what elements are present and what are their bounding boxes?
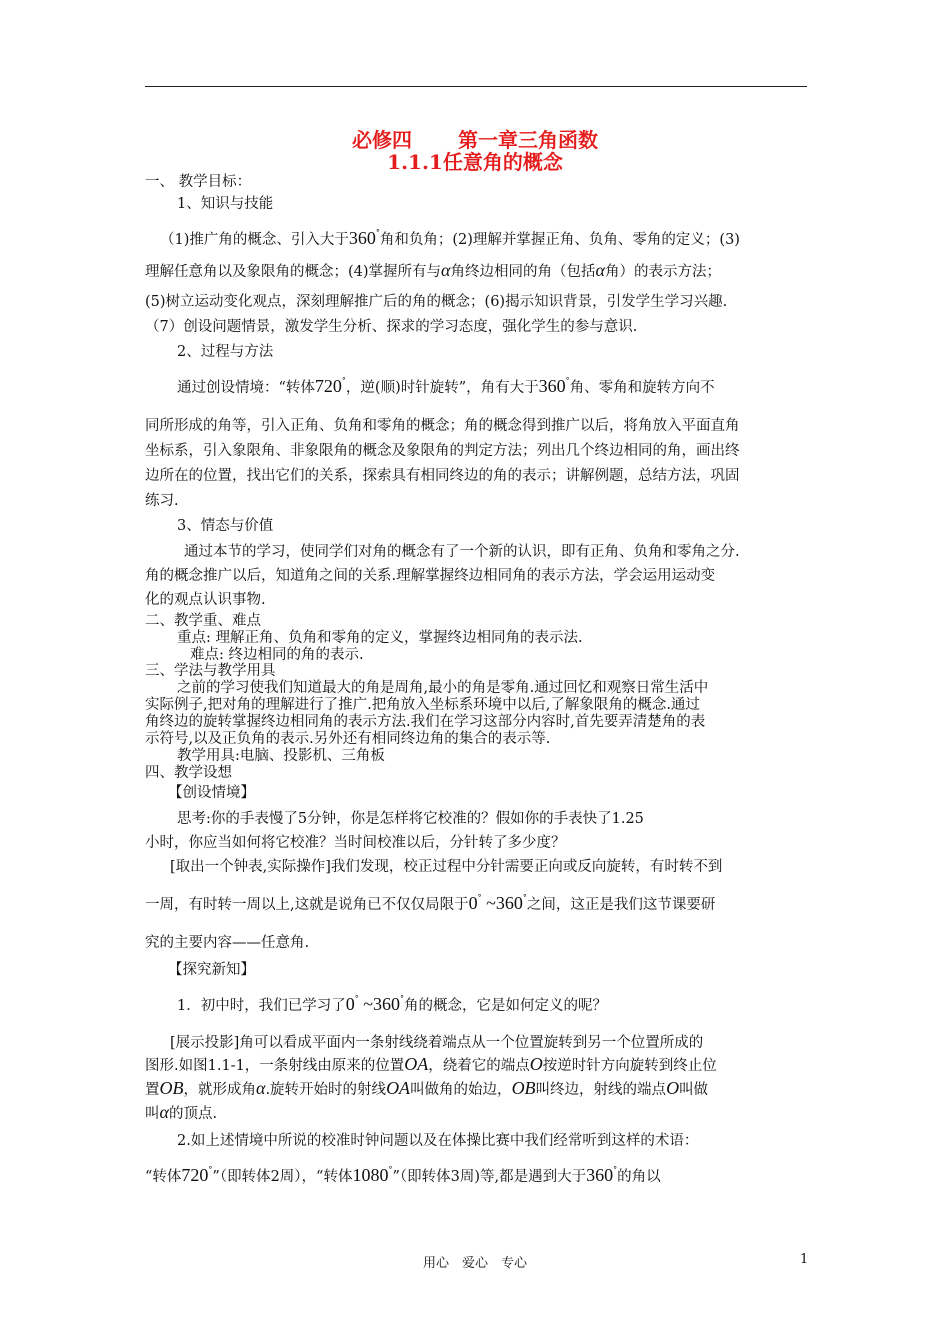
paragraph-line: 之前的学习使我们知道最大的角是周角,最小的角是零角.通过回忆和观察日常生活中 — [177, 680, 709, 696]
section-heading-key-points: 二、教学重、难点 — [145, 613, 261, 629]
paragraph-line: 同所形成的角等，引入正角、负角和零角的概念；角的概念得到推广以后，将角放入平面直角 — [145, 418, 740, 434]
paragraph-line: 实际例子,把对角的理解进行了推广.把角放入坐标系环境中以后,了解象限角的概念.通过 — [145, 697, 700, 713]
paragraph-line: 示符号,以及正负角的表示.另外还有相同终边角的集合的表示等. — [145, 731, 551, 747]
paragraph-line: 边所在的位置，找出它们的关系，探索具有相同终边的角的表示；讲解例题，总结方法，巩固 — [145, 468, 740, 484]
paragraph-line: 叫α的顶点. — [145, 1102, 218, 1122]
paragraph-line: 理解任意角以及象限角的概念；(4)掌握所有与α角终边相同的角（包括α角）的表示方法； — [145, 260, 721, 280]
header-rule — [145, 86, 807, 87]
section-heading-objectives: 一、 教学目标： — [145, 174, 252, 190]
paragraph-line: 化的观点认识事物. — [145, 592, 266, 608]
paragraph-line: 通过创设情境：“转体720°，逆(顺)时针旋转”，角有大于360°角、零角和旋转方向不 — [177, 376, 715, 396]
title-line-2: 1.1.1任意角的概念 — [387, 150, 563, 174]
subheading-knowledge: 1、知识与技能 — [177, 196, 274, 212]
paragraph-line: 置OB，就形成角α.旋转开始时的射线OA叫做角的始边，OB叫终边，射线的端点O叫做 — [145, 1078, 709, 1098]
paragraph-line: 图形.如图1.1-1，一条射线由原来的位置OA，绕着它的端点O按逆时针方向旋转到终止位 — [145, 1054, 717, 1074]
section-heading-design: 四、教学设想 — [145, 765, 232, 781]
paragraph-line: [展示投影]角可以看成平面内一条射线绕着端点从一个位置旋转到另一个位置所成的 — [170, 1035, 704, 1051]
paragraph-line: 通过本节的学习，使同学们对角的概念有了一个新的认识，即有正角、负角和零角之分. — [184, 544, 740, 560]
paragraph-line: (5)树立运动变化观点，深刻理解推广后的角的概念；(6)揭示知识背景，引发学生学习兴趣. — [145, 294, 728, 310]
bracket-heading-scenario: 【创设情境】 — [168, 785, 255, 801]
paragraph-line: 2.如上述情境中所说的校准时钟问题以及在体操比赛中我们经常听到这样的术语： — [177, 1133, 699, 1149]
subheading-values: 3、情态与价值 — [177, 518, 274, 534]
paragraph-line: 一周，有时转一周以上,这就是说角已不仅仅局限于0° ~360°之间，这正是我们这节课要研 — [145, 893, 716, 913]
paragraph-line: 1．初中时，我们已学习了0° ~360°角的概念，它是如何定义的呢？ — [177, 994, 607, 1014]
title-book: 必修四 — [352, 128, 412, 152]
paragraph-line: [取出一个钟表,实际操作]我们发现，校正过程中分针需要正向或反向旋转，有时转不到 — [170, 859, 723, 875]
title-chapter: 第一章三角函数 — [458, 128, 598, 152]
paragraph-line: 角终边的旋转掌握终边相同角的表示方法.我们在学习这部分内容时,首先要弄清楚角的表 — [145, 714, 706, 730]
paragraph-line: （1)推广角的概念、引入大于360°角和负角；(2)理解并掌握正角、负角、零角的定义；(3) — [160, 228, 740, 248]
key-point: 重点: 理解正角、负角和零角的定义，掌握终边相同角的表示法. — [177, 630, 583, 646]
bracket-heading-explore: 【探究新知】 — [168, 962, 255, 978]
paragraph-line: 小时，你应当如何将它校准？当时间校准以后，分针转了多少度？ — [145, 835, 566, 851]
paragraph-line: （7）创设问题情景，激发学生分析、探求的学习态度，强化学生的参与意识. — [145, 319, 638, 335]
footer-motto: 用心 爱心 专心 — [422, 1256, 527, 1271]
paragraph-line: 坐标系，引入象限角、非象限角的概念及象限角的判定方法；列出几个终边相同的角，画出终 — [145, 443, 740, 459]
paragraph-line: 思考:你的手表慢了5分钟，你是怎样将它校准的？假如你的手表快了1.25 — [177, 811, 644, 827]
page-number: 1 — [800, 1252, 809, 1267]
paragraph-line: 角的概念推广以后，知道角之间的关系.理解掌握终边相同角的表示方法，学会运用运动变 — [145, 568, 716, 584]
section-heading-methods: 三、学法与教学用具 — [145, 663, 276, 679]
teaching-tools: 教学用具:电脑、投影机、三角板 — [177, 748, 385, 764]
paragraph-line: 练习. — [145, 493, 179, 509]
paragraph-line: 究的主要内容——任意角. — [145, 935, 310, 951]
subheading-process: 2、过程与方法 — [177, 344, 274, 360]
paragraph-line: “转体720°”（即转体2周），“转体1080°”（即转体3周)等,都是遇到大于360°的角以 — [145, 1165, 661, 1185]
difficult-point: 难点: 终边相同的角的表示. — [190, 647, 364, 663]
